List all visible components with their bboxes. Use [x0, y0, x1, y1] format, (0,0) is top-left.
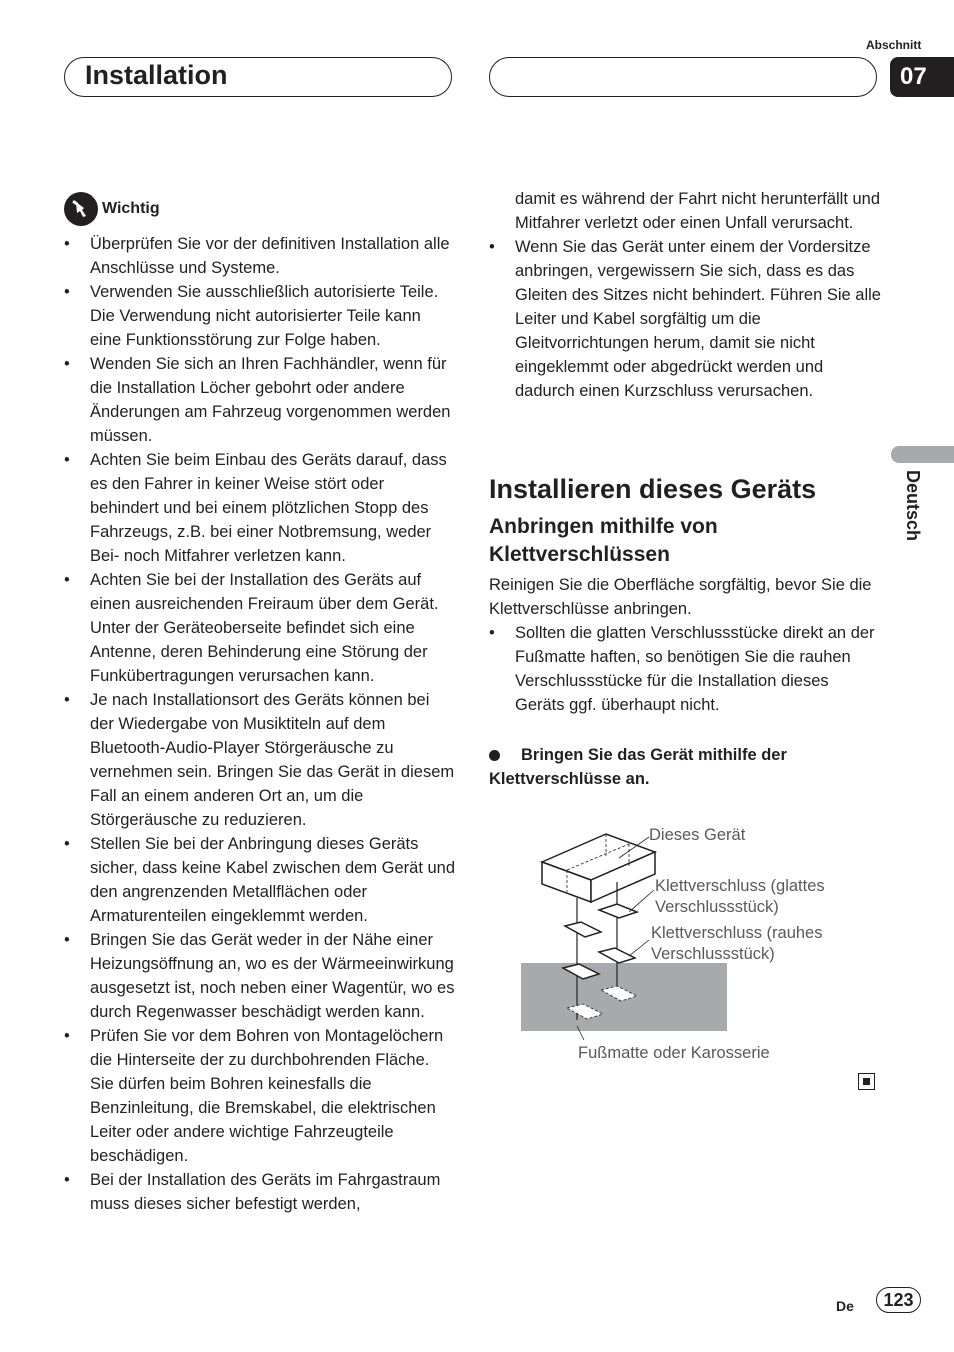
- label-rough-strip-line2: Verschlussstück): [651, 945, 775, 963]
- label-smooth-strip-line1: Klettverschluss (glattes: [655, 877, 825, 895]
- smooth-strip-left: [565, 922, 601, 937]
- important-notice-heading: [64, 192, 456, 226]
- subsection-heading: Anbringen mithilfe von Klettverschlüssen: [489, 515, 718, 566]
- list-item: • Prüfen Sie vor dem Bohren von Montagelöchern die Hinterseite der zu durchbohrenden Fläche. Sie dürfen beim Bohren keinesfalls die Benzinleitung, die Bremskabel, die elektrischen Leiter oder andere wichtige Fahrzeugteile beschädigen.: [64, 1024, 456, 1168]
- chapter-title-box: [64, 57, 452, 97]
- language-tab-marker: [891, 446, 954, 463]
- warning-hand-icon: [64, 192, 98, 226]
- section-end-icon: [858, 1073, 875, 1090]
- smooth-strip-right: [599, 904, 637, 918]
- seat-bullet-list: [489, 235, 881, 403]
- list-item: • Achten Sie beim Einbau des Geräts darauf, dass es den Fahrer in keiner Weise stört oder behindert und bei einem plötzlichen Stopp des Fahrzeugs, z.B. bei einer Notbremsung, weder Bei- noch Mitfahrer verletzen kann.: [64, 448, 456, 568]
- important-label: Wichtig: [102, 200, 160, 217]
- chapter-number: 07: [890, 57, 954, 97]
- list-item: • Je nach Installationsort des Geräts können bei der Wiedergabe von Musiktiteln auf dem Bluetooth-Audio-Player Störgeräusche zu vernehmen sein. Bringen Sie das Gerät in diesem Fall an einem anderen Ort an, um die Störgeräusche zu reduzieren.: [64, 688, 456, 832]
- installation-diagram: [489, 820, 881, 1070]
- label-unit: Dieses Gerät: [649, 826, 746, 844]
- instruction-step: [489, 743, 881, 791]
- section-heading: Installieren dieses Geräts: [489, 474, 817, 504]
- list-item: • Bringen Sie das Gerät weder in der Nähe einer Heizungsöffnung an, wo es der Wärmeeinwirkung ausgesetzt ist, noch neben einer Wagentür, wo es durch Regenwasser beschädigt werden kann.: [64, 928, 456, 1024]
- intro-paragraph: Reinigen Sie die Oberfläche sorgfältig, bevor Sie die Klettverschlüsse anbringen.: [489, 576, 872, 618]
- language-tab-label: Deutsch: [903, 470, 923, 542]
- step-bullet-icon: [489, 750, 500, 761]
- instruction-text: Bringen Sie das Gerät mithilfe der Klettverschlüsse an.: [489, 746, 787, 788]
- list-item: • Achten Sie bei der Installation des Geräts auf einen ausreichenden Freiraum über dem Gerät. Unter der Geräteoberseite befindet sich eine Antenne, deren Behinderung eine Störung der Funkübertragungen verursachen kann.: [64, 568, 456, 688]
- left-column: [64, 192, 456, 1216]
- velcro-bullet-list: [489, 621, 881, 717]
- label-rough-strip-line1: Klettverschluss (rauhes: [651, 924, 823, 942]
- list-item: • Wenn Sie das Gerät unter einem der Vordersitze anbringen, vergewissern Sie sich, dass es das Gleiten des Sitzes nicht behindert. Führen Sie alle Leiter und Kabel sorgfältig um die Gleitvorrichtungen herum, damit sie nicht eingeklemmt oder abgedrückt werden und dadurch einen Kurzschluss verursachen.: [489, 235, 881, 403]
- page-number: 123: [876, 1287, 921, 1313]
- list-item: • Stellen Sie bei der Anbringung dieses Geräts sicher, dass keine Kabel zwischen dem Gerät und den angrenzenden Metallflächen oder Armaturenteilen eingeklemmt werden.: [64, 832, 456, 928]
- important-bullet-list: [64, 232, 456, 1216]
- list-item: • Bei der Installation des Geräts im Fahrgastraum muss dieses sicher befestigt werden,: [64, 1168, 456, 1216]
- list-item: • Sollten die glatten Verschlussstücke direkt an der Fußmatte haften, so benötigen Sie die rauhen Verschlussstücke für die Installation dieses Geräts ggf. überhaupt nicht.: [489, 621, 881, 717]
- section-label: Abschnitt: [866, 38, 922, 52]
- bullet-continuation: damit es während der Fahrt nicht herunterfällt und Mitfahrer verletzt oder einen Unfall verursacht.: [515, 190, 881, 232]
- list-item: • Verwenden Sie ausschließlich autorisierte Teile. Die Verwendung nicht autorisierter Teile kann eine Funktionsstörung zur Folge haben.: [64, 280, 456, 352]
- list-item: • Wenden Sie sich an Ihren Fachhändler, wenn für die Installation Löcher gebohrt oder andere Änderungen am Fahrzeug vorgenommen werden müssen.: [64, 352, 456, 448]
- language-code: De: [836, 1298, 854, 1314]
- label-smooth-strip-line2: Verschlussstück): [655, 898, 779, 916]
- header-blank-box: [489, 57, 877, 97]
- label-floor-mat: Fußmatte oder Karosserie: [578, 1044, 770, 1062]
- list-item: • Überprüfen Sie vor der definitiven Installation alle Anschlüsse und Systeme.: [64, 232, 456, 280]
- right-column: [489, 187, 881, 791]
- chapter-title: Installation: [85, 60, 228, 90]
